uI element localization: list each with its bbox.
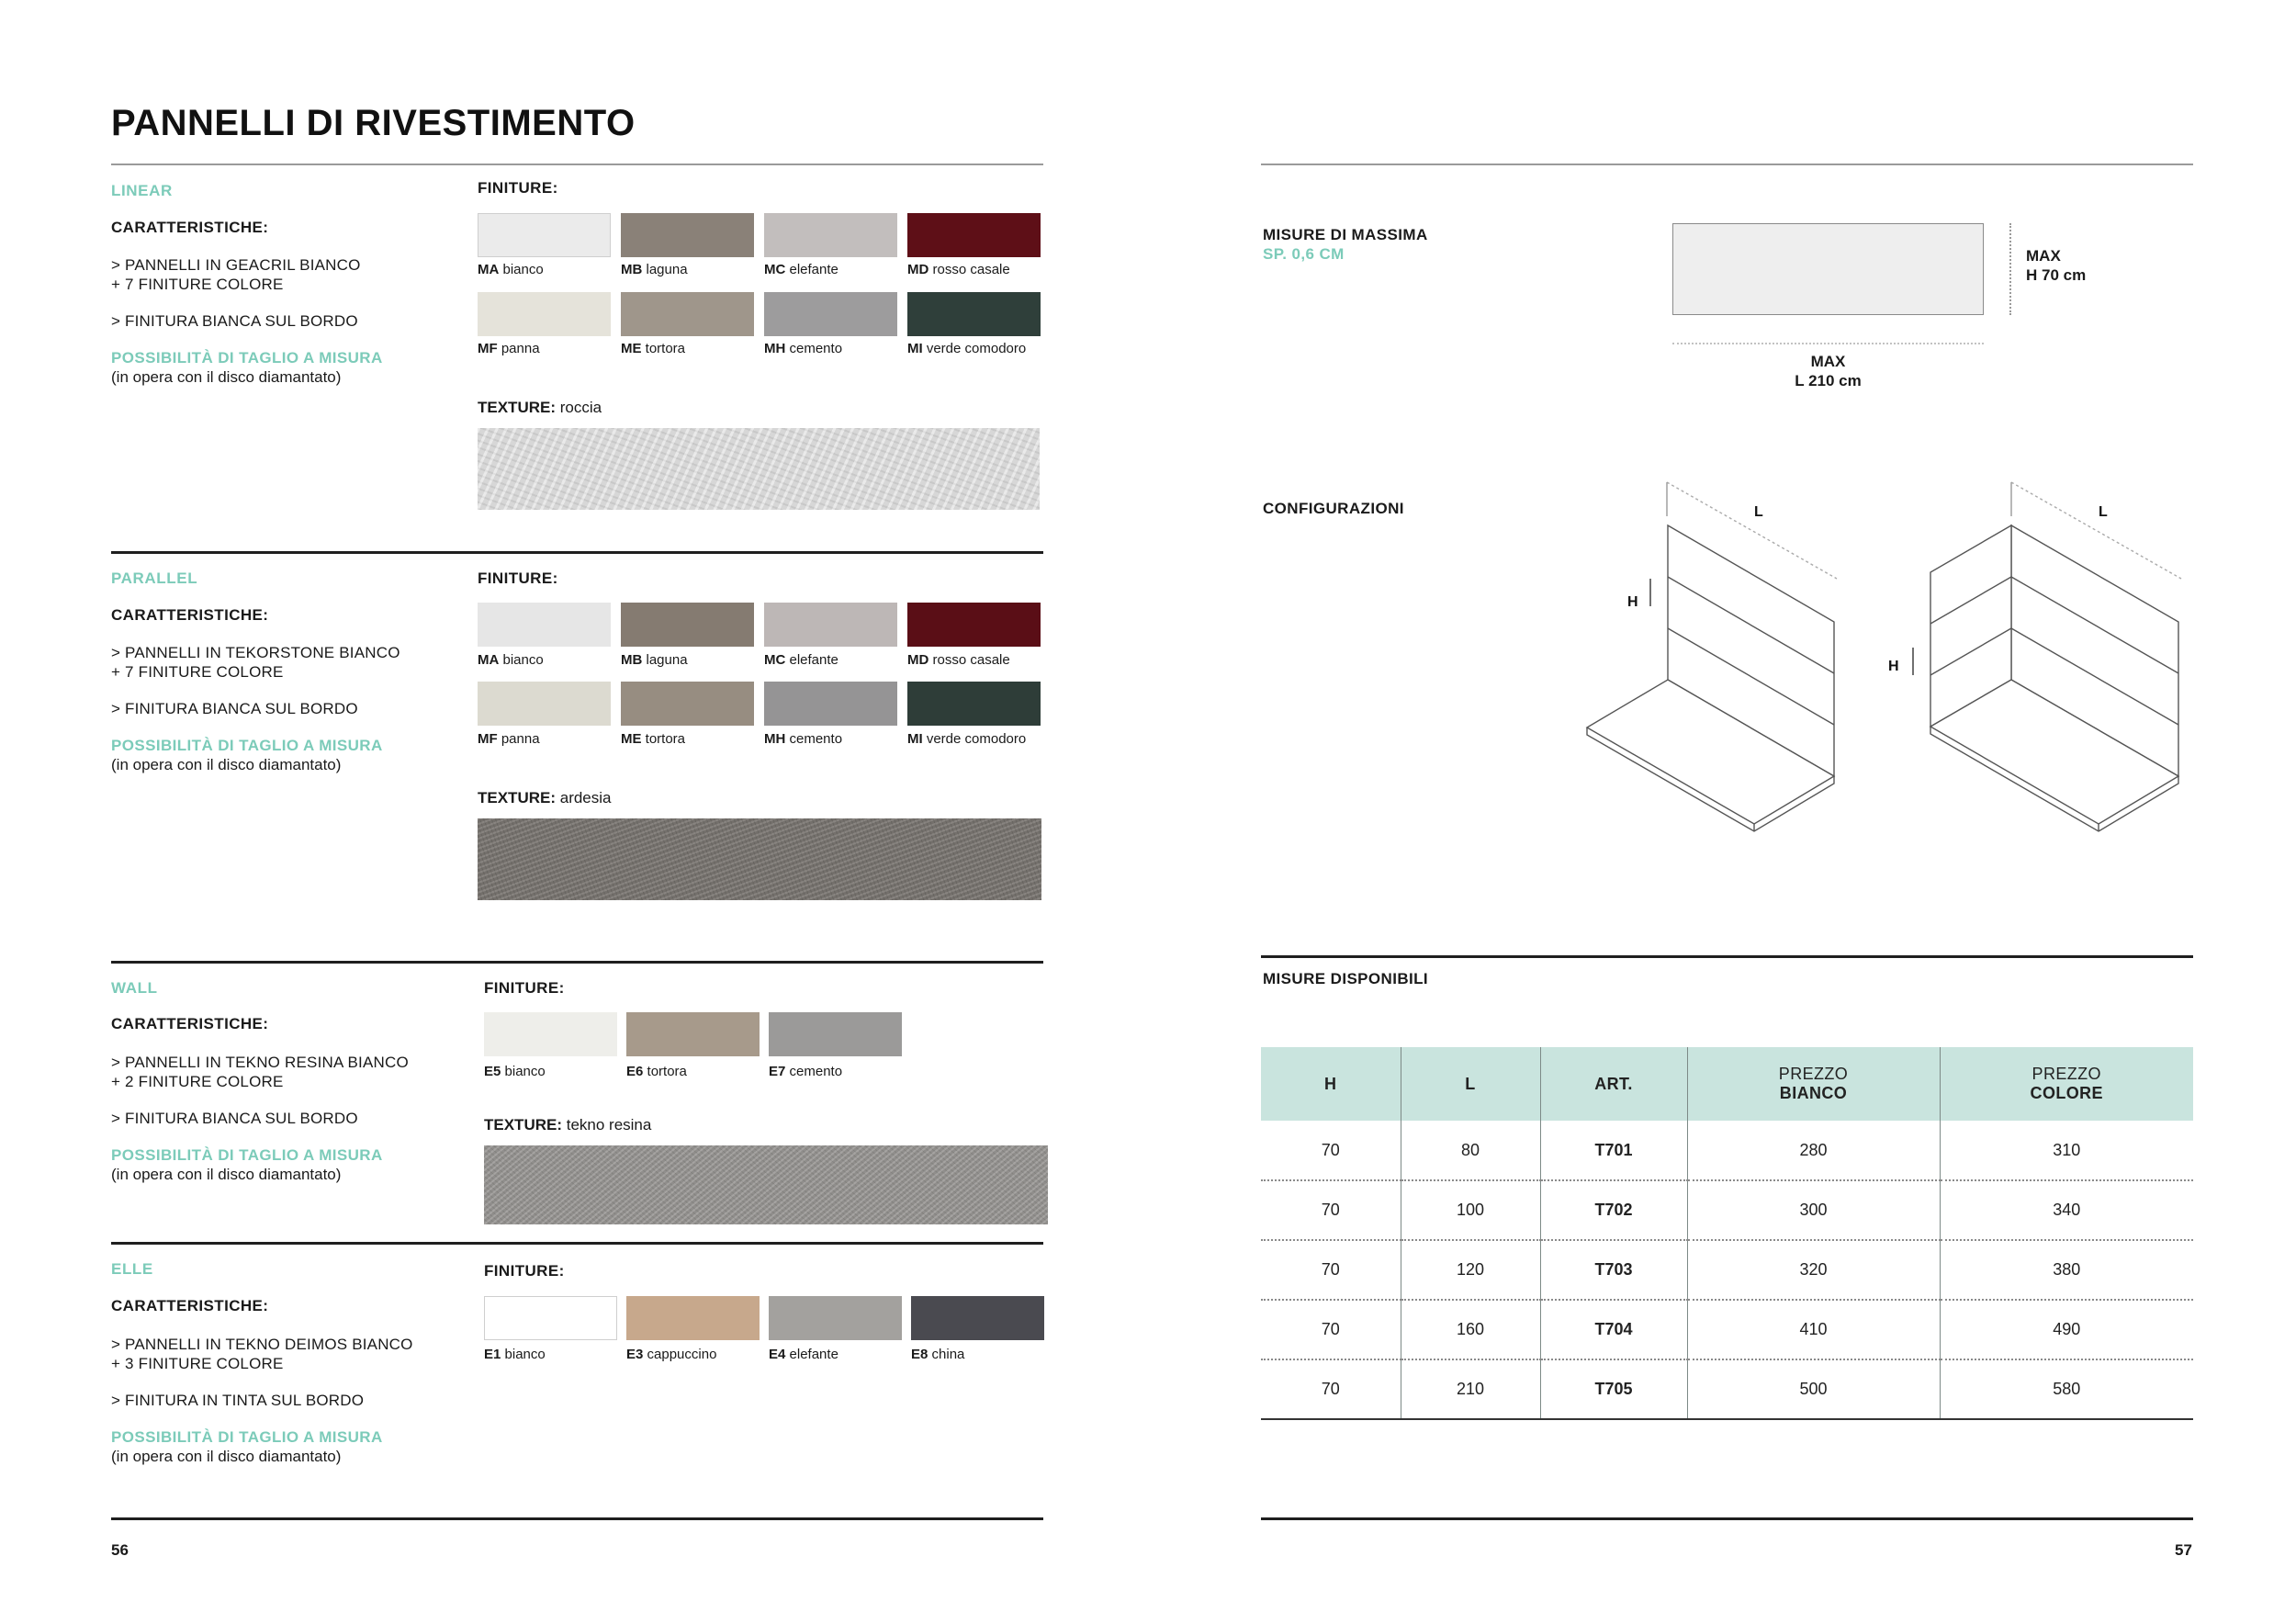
table-header-row [1261,1047,2193,1121]
max-size-panel [1672,223,1984,315]
texture-title: TEXTURE: tekno resina [484,1116,652,1133]
col-header-art: ART. [1540,1047,1687,1121]
swatch-label: E5 bianco [484,1064,546,1079]
swatch-label: MB laguna [621,262,688,277]
table-row [1261,1240,2193,1300]
max-length-label: MAX L 210 cm [1795,353,1862,389]
table-row [1261,1121,2193,1180]
caratteristiche-line: + 3 FINITURE COLORE [111,1355,284,1372]
taglio-title: POSSIBILITÀ DI TAGLIO A MISURA [111,737,383,754]
taglio-title: POSSIBILITÀ DI TAGLIO A MISURA [111,349,383,367]
texture-roccia [478,428,1040,510]
caratteristiche-line: > FINITURA BIANCA SUL BORDO [111,1110,358,1127]
taglio-title: POSSIBILITÀ DI TAGLIO A MISURA [111,1428,383,1446]
texture-title: TEXTURE: ardesia [478,789,612,806]
swatch-mi [907,682,1041,726]
caratteristiche-line: > FINITURA IN TINTA SUL BORDO [111,1392,365,1409]
swatch-label: E6 tortora [626,1064,687,1079]
swatch-label: MF panna [478,341,540,356]
taglio-title: POSSIBILITÀ DI TAGLIO A MISURA [111,1146,383,1164]
swatch-label: MA bianco [478,652,544,668]
cell-h: 70 [1261,1180,1401,1240]
swatch-label: MH cemento [764,731,843,747]
cell-h: 70 [1261,1121,1401,1180]
cell-prezzo-bianco: 500 [1687,1359,1940,1419]
caratteristiche-line: > FINITURA BIANCA SUL BORDO [111,700,358,717]
cell-prezzo-colore: 340 [1940,1180,2193,1240]
cell-h: 70 [1261,1359,1401,1419]
swatch-mc [764,603,897,647]
cell-prezzo-bianco: 410 [1687,1300,1940,1359]
divider [1261,955,2193,958]
caratteristiche-line: > PANNELLI IN GEACRIL BIANCO [111,256,361,274]
swatch-e3 [626,1296,760,1340]
sizes-price-table [1261,1047,2193,1420]
taglio-subtitle: (in opera con il disco diamantato) [111,1166,342,1183]
cell-l: 80 [1401,1121,1540,1180]
cell-prezzo-colore: 490 [1940,1300,2193,1359]
divider [1261,164,2193,165]
swatch-mf [478,682,611,726]
swatch-label: MI verde comodoro [907,341,1027,356]
swatch-label: MH cemento [764,341,843,356]
col-header-h: H [1261,1047,1401,1121]
swatch-label: E4 elefante [769,1347,838,1362]
diagram-label-h: H [1888,659,1899,674]
cell-h: 70 [1261,1240,1401,1300]
cell-h: 70 [1261,1300,1401,1359]
caratteristiche-line: > PANNELLI IN TEKORSTONE BIANCO [111,644,400,661]
divider [111,164,1043,165]
swatch-label: MC elefante [764,652,838,668]
swatch-mh [764,292,897,336]
swatch-label: E7 cemento [769,1064,843,1079]
taglio-subtitle: (in opera con il disco diamantato) [111,756,342,773]
caratteristiche-line: > PANNELLI IN TEKNO DEIMOS BIANCO [111,1336,413,1353]
swatch-label: MD rosso casale [907,652,1010,668]
caratteristiche-title: CARATTERISTICHE: [111,1015,269,1032]
swatch-md [907,213,1041,257]
configurazioni-title: CONFIGURAZIONI [1263,500,1404,517]
swatch-e7 [769,1012,902,1056]
misure-massima-title: MISURE DI MASSIMA [1263,226,1428,243]
swatch-mi [907,292,1041,336]
swatch-mb [621,213,754,257]
swatch-e1 [484,1296,617,1340]
section-name: WALL [111,979,158,997]
cell-prezzo-bianco: 320 [1687,1240,1940,1300]
divider [111,1517,1043,1520]
swatch-mc [764,213,897,257]
caratteristiche-line: > FINITURA BIANCA SUL BORDO [111,312,358,330]
taglio-subtitle: (in opera con il disco diamantato) [111,368,342,386]
cell-l: 100 [1401,1180,1540,1240]
col-header-prezzo-bianco: PREZZO BIANCO [1687,1047,1940,1121]
caratteristiche-line: + 7 FINITURE COLORE [111,276,284,293]
height-dimension-line [2009,223,2011,315]
swatch-me [621,292,754,336]
section-name: PARALLEL [111,570,198,587]
swatch-e6 [626,1012,760,1056]
swatch-label: MD rosso casale [907,262,1010,277]
swatch-label: E1 bianco [484,1347,546,1362]
swatch-label: MA bianco [478,262,544,277]
swatch-e5 [484,1012,617,1056]
divider [111,1242,1043,1245]
swatch-e8 [911,1296,1044,1340]
cell-l: 210 [1401,1359,1540,1419]
col-header-prezzo-colore: PREZZO COLORE [1940,1047,2193,1121]
finiture-title: FINITURE: [484,1262,565,1280]
swatch-label: MI verde comodoro [907,731,1027,747]
swatch-label: ME tortora [621,731,686,747]
page-number-left: 56 [111,1541,129,1559]
cell-prezzo-colore: 310 [1940,1121,2193,1180]
swatch-mh [764,682,897,726]
caratteristiche-title: CARATTERISTICHE: [111,1297,269,1314]
finiture-title: FINITURE: [484,979,565,997]
config-corner-wall [1913,482,2181,831]
cell-prezzo-colore: 580 [1940,1359,2193,1419]
divider [111,961,1043,964]
page-number-right: 57 [2175,1541,2192,1559]
swatch-ma [478,213,611,257]
cell-prezzo-bianco: 280 [1687,1121,1940,1180]
col-header-l: L [1401,1047,1540,1121]
swatch-e4 [769,1296,902,1340]
swatch-label: MF panna [478,731,540,747]
section-name: ELLE [111,1260,153,1278]
table-row [1261,1359,2193,1419]
page-title: PANNELLI DI RIVESTIMENTO [111,103,636,143]
cell-art: T704 [1540,1300,1687,1359]
section-name: LINEAR [111,182,173,199]
caratteristiche-line: + 7 FINITURE COLORE [111,663,284,681]
swatch-label: MC elefante [764,262,838,277]
diagram-label-l: L [2099,504,2108,520]
finiture-title: FINITURE: [478,570,558,587]
divider [111,551,1043,554]
finiture-title: FINITURE: [478,179,558,197]
swatch-mf [478,292,611,336]
divider [1261,1517,2193,1520]
max-height-label: MAX H 70 cm [2026,247,2087,284]
diagram-label-l: L [1754,504,1763,520]
cell-art: T705 [1540,1359,1687,1419]
cell-art: T703 [1540,1240,1687,1300]
configurazioni-diagram [1561,468,2223,863]
texture-ardesia [478,818,1041,900]
swatch-md [907,603,1041,647]
spessore-label: SP. 0,6 CM [1263,245,1345,263]
cell-l: 160 [1401,1300,1540,1359]
texture-tekno-resina [484,1145,1048,1224]
length-dimension-line [1672,343,1984,344]
swatch-label: E3 cappuccino [626,1347,717,1362]
swatch-mb [621,603,754,647]
misure-disponibili-title: MISURE DISPONIBILI [1263,970,1429,987]
swatch-label: E8 china [911,1347,965,1362]
swatch-me [621,682,754,726]
swatch-label: MB laguna [621,652,688,668]
caratteristiche-line: + 2 FINITURE COLORE [111,1073,284,1090]
cell-prezzo-bianco: 300 [1687,1180,1940,1240]
caratteristiche-title: CARATTERISTICHE: [111,219,269,236]
cell-l: 120 [1401,1240,1540,1300]
caratteristiche-line: > PANNELLI IN TEKNO RESINA BIANCO [111,1054,409,1071]
diagram-label-h: H [1627,594,1638,610]
swatch-ma [478,603,611,647]
table-row [1261,1180,2193,1240]
texture-title: TEXTURE: roccia [478,399,602,416]
table-row [1261,1300,2193,1359]
taglio-subtitle: (in opera con il disco diamantato) [111,1448,342,1465]
cell-prezzo-colore: 380 [1940,1240,2193,1300]
config-single-wall [1587,482,1837,831]
cell-art: T701 [1540,1121,1687,1180]
caratteristiche-title: CARATTERISTICHE: [111,606,269,624]
cell-art: T702 [1540,1180,1687,1240]
swatch-label: ME tortora [621,341,686,356]
